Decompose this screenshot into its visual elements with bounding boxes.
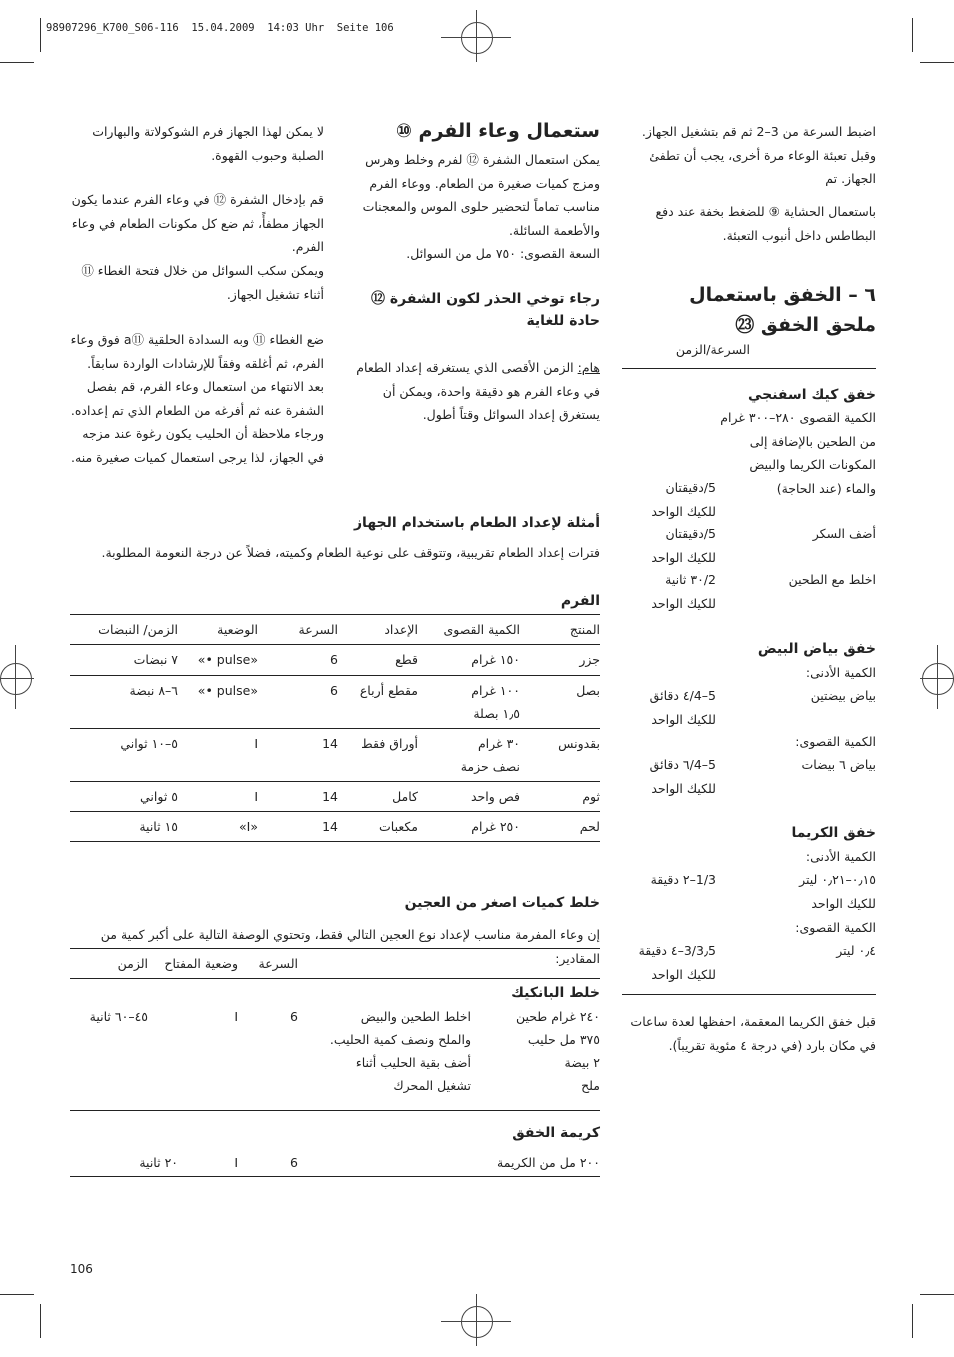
registration-line bbox=[937, 645, 938, 709]
examples-title: أمثلة لإعداد الطعام باستخدام الجهاز bbox=[354, 515, 600, 531]
cream-min-value: 1/3–٢ دقيقة bbox=[650, 872, 716, 887]
left-paragraph-4: ضع الغطاء ⑪ وبه السدادة الحلقية ⑪a فوق وعاء الفرم، ثم أغلقه وفقاً للإرشادات الواردة سابقاً. بعد الانتهاء من استعمال وعاء الفرم، قم بفصل الشفرة عنه ثم أفرغه من الطعام الذي تم إعداده. ورجاء ملاحظة أن الحليب يكون رغوة عند مزجه في الجهاز، لذا يرجى استعمال كميات صغيرة منه. bbox=[70, 332, 324, 465]
left-paragraph-2: قم بإدخال الشفرة ⑫ في وعاء الفرم عندما يكون الجهاز مطفأً، ثم ضع كل مكونات الطعام في وعاء الفرم. bbox=[71, 192, 324, 254]
sponge-value-2: 5/دقيقتان للكيك الواحد bbox=[651, 526, 716, 565]
table-rule bbox=[70, 978, 600, 979]
divider bbox=[622, 368, 876, 369]
egg-min-label: الكمية الأدنى: bbox=[805, 665, 876, 680]
table-row-cell: 14 bbox=[322, 789, 338, 804]
pancake-time: ٤٥–٦٠ ثانية bbox=[89, 1009, 148, 1024]
table-row-cell: ١٠٠ غرام ١٫٥ بصلة bbox=[471, 683, 520, 721]
crop-mark bbox=[912, 1304, 913, 1338]
whipped-speed: 6 bbox=[290, 1155, 298, 1170]
capacity-text: السعة القصوى: ٧٥٠ مل من السوائل. bbox=[406, 246, 600, 261]
table-row-cell: ٣٠ غرام نصف حزمة bbox=[460, 736, 520, 774]
table-row-cell: ٥ ثواني bbox=[140, 789, 178, 804]
table-row-cell: «pulse •» bbox=[197, 652, 258, 667]
sponge-value-1: 5/دقيقتان للكيك الواحد bbox=[651, 480, 716, 519]
page-number: 106 bbox=[70, 1262, 93, 1276]
chopper-paragraph: يمكن استعمال الشفرة ⑫ لفرم وخلط وهرس ومزج كميات صغيرة من الطعام. ووعاء الفرم مناسب تماماً لتحضير حلوى الموس والمعجنات والأطعمة السائلة. bbox=[362, 152, 600, 238]
table-rule bbox=[70, 675, 600, 676]
registration-line bbox=[0, 678, 34, 679]
table-row-cell: ٧ نبضات bbox=[133, 652, 178, 667]
blade-warning-title: رجاء توخي الحذر لكون الشفرة ⑫ حادة للغاية bbox=[371, 291, 600, 329]
egg-min-value: 5–4/٤ دقائق للكيك الواحد bbox=[649, 688, 716, 727]
table-row-cell: قطع bbox=[395, 652, 418, 667]
pancake-switch: I bbox=[234, 1009, 238, 1024]
table-rule bbox=[70, 1176, 600, 1177]
dough-title: خلط كميات اصغر من العجين bbox=[404, 895, 600, 911]
egg-max-label: الكمية القصوى: bbox=[795, 734, 876, 749]
dough-header-speed: السرعة bbox=[258, 956, 298, 971]
table-row-cell: «pulse •» bbox=[197, 683, 258, 698]
table-row-cell: كامل bbox=[392, 789, 418, 804]
left-paragraph-1: لا يمكن لهذا الجهاز فرم الشوكولاتة والبهارات الصلبة وحبوب القهوة. bbox=[92, 124, 324, 163]
sponge-value-3: 2/٣٠ ثانية للكيك الواحد bbox=[651, 572, 716, 611]
pancake-speed: 6 bbox=[290, 1009, 298, 1024]
left-paragraph-3: ويمكن سكب السوائل من خلال فتحة الغطاء ⑪ أثناء تشغيل الجهاز. bbox=[81, 263, 324, 302]
sponge-item-2: أضف السكر bbox=[812, 526, 876, 541]
table-row-cell: ٢٥٠ غرام bbox=[471, 819, 520, 834]
table-row-cell: 6 bbox=[330, 652, 338, 667]
crop-mark bbox=[920, 62, 954, 63]
sponge-item-1: الكمية القصوى ٢٨٠–٣٠٠ غرام من الطحين بالإضافة إلى المكونات الكريما والبيض والماء (عند الحاجة) bbox=[720, 410, 876, 496]
table-row-cell: بصل bbox=[576, 683, 600, 698]
table-row-cell: 6 bbox=[330, 683, 338, 698]
registration-mark bbox=[0, 663, 32, 695]
cream-title: خفق الكريما bbox=[791, 825, 876, 841]
table-row-cell: جزر bbox=[579, 652, 600, 667]
table-row-cell: I bbox=[254, 789, 258, 804]
sponge-item-3: اخلط مع الطحين bbox=[788, 572, 876, 587]
table-row-cell: ١٥٠ غرام bbox=[471, 652, 520, 667]
crop-mark bbox=[920, 1294, 954, 1295]
egg-whites-title: خفق بياض البيض bbox=[757, 641, 876, 657]
registration-line bbox=[476, 1294, 477, 1346]
egg-max-value: 5–4/٦ دقائق للكيك الواحد bbox=[649, 757, 716, 796]
crop-mark bbox=[0, 1294, 34, 1295]
important-label: هام: bbox=[577, 360, 600, 375]
whipped-ingredients: ٢٠٠ مل من الكريمة bbox=[497, 1155, 600, 1170]
col-header-product: المنتج bbox=[569, 622, 600, 637]
right-paragraph-1: اضبط السرعة من 3–2 ثم قم بتشغيل الجهاز. وقبل تعبئة الوعاء مرة أخرى، يجب أن تطفئ الجهاز. تم bbox=[641, 124, 876, 186]
cream-max-item: ٠٫٤ ليتر bbox=[836, 943, 876, 958]
egg-max-item: بياض ٦ بيضات bbox=[801, 757, 876, 772]
table-row-cell: ثوم bbox=[582, 789, 600, 804]
right-paragraph-2: باستعمال الحشاية ⑨ للضغط بخفة عند دفع البطاطس داخل أنبوب التعبئة. bbox=[655, 204, 876, 243]
table-rule bbox=[70, 644, 600, 645]
crop-mark bbox=[40, 1304, 41, 1338]
col-header-speed: السرعة bbox=[298, 622, 338, 637]
registration-line bbox=[15, 645, 16, 709]
dough-header-switch: وضعية المفتاح bbox=[164, 956, 238, 971]
col-header-time: الزمن/ النبضات bbox=[98, 622, 178, 637]
registration-mark bbox=[461, 1306, 493, 1338]
table-row-cell: بقدونس bbox=[558, 736, 600, 751]
chopping-title: الفرم bbox=[560, 593, 600, 609]
registration-line bbox=[476, 10, 477, 62]
table-row-cell: ١٥ ثانية bbox=[139, 819, 178, 834]
crop-mark bbox=[40, 18, 41, 52]
pancake-title: خلط البانكيك bbox=[511, 985, 600, 1001]
cream-max-value: 3/3٫5–٤ دقيقة للكيك الواحد bbox=[638, 943, 716, 982]
dough-intro: إن وعاء المفرمة مناسب لإعداد نوع العجين التالي فقط، وتحتوي الوصفة التالية على أكبر كمية من المقادير: bbox=[100, 927, 600, 966]
table-rule bbox=[70, 781, 600, 782]
table-row-cell: لحم bbox=[579, 819, 600, 834]
table-row-cell: ٦–٨ نبضة bbox=[129, 683, 178, 698]
table-row-cell: ٥–١٠ ثواني bbox=[120, 736, 178, 751]
sponge-title: خفق كيك اسفنجي bbox=[747, 387, 876, 403]
cream-min-item: ٠٫١٥–٠٫٢١ ليتر للكيك الواحد bbox=[799, 872, 876, 911]
cream-max-label: الكمية القصوى: bbox=[795, 920, 876, 935]
table-row-cell: مقطع أرباع bbox=[359, 683, 418, 698]
table-row-cell: أوراق فقط bbox=[361, 736, 418, 751]
table-row-cell: «I» bbox=[239, 819, 258, 834]
table-rule bbox=[70, 841, 600, 842]
whisk-section-title: ٦ – الخفق باستعمال ملحق الخفق ㉓ bbox=[689, 284, 876, 336]
registration-mark bbox=[461, 22, 493, 54]
important-text: الزمن الأقصى الذي يستغرقه إعداد الطعام في وعاء الفرم هو دقيقة واحدة، ويمكن أن يستغرق إعداد السوائل وقتاً أطول. bbox=[356, 360, 600, 422]
crop-mark bbox=[0, 62, 34, 63]
pancake-steps: اخلط الطحين والبيض والملح ونصف كمية الحليب. أضف بقية الحليب أثناء تشغيل المحرك bbox=[329, 1009, 471, 1093]
registration-mark bbox=[922, 663, 954, 695]
whipped-cream-title: كريمة الخفق bbox=[512, 1125, 600, 1141]
cream-note: قبل خفق الكريما المعقمة، احفظها لعدة ساعات في مكان بارد (في درجة ٤ مئوية تقريباً). bbox=[630, 1014, 876, 1053]
table-row-cell: فص واحد bbox=[470, 789, 520, 804]
whipped-time: ٢٠ ثانية bbox=[139, 1155, 178, 1170]
divider bbox=[622, 994, 876, 995]
table-rule bbox=[70, 614, 600, 615]
table-rule bbox=[70, 948, 600, 949]
table-row-cell: مكعبات bbox=[379, 819, 418, 834]
egg-min-item: بياض بيضتين bbox=[810, 688, 876, 703]
crop-mark bbox=[912, 18, 913, 52]
important-note bbox=[346, 356, 600, 427]
cream-min-label: الكمية الأدنى: bbox=[805, 849, 876, 864]
table-rule bbox=[70, 1110, 600, 1111]
print-header: 98907296_K700_S06-116 15.04.2009 14:03 Uhr Seite 106 bbox=[46, 22, 394, 34]
table-rule bbox=[70, 811, 600, 812]
col-header-position: الوضعية bbox=[217, 622, 258, 637]
table-row-cell: I bbox=[254, 736, 258, 751]
dough-header-time: الزمن bbox=[117, 956, 148, 971]
table-row-cell: 14 bbox=[322, 819, 338, 834]
examples-intro: فترات إعداد الطعام تقريبية، وتتوقف على نوعية الطعام وكميته، فضلاً عن درجة النعومة المطلوبة. bbox=[101, 545, 600, 560]
chopper-title: ستعمال وعاء الفرم ⑩ bbox=[395, 120, 600, 142]
col-header-max-qty: الكمية القصوى bbox=[443, 622, 520, 637]
whipped-switch: I bbox=[234, 1155, 238, 1170]
speed-time-header: السرعة/الزمن bbox=[675, 342, 750, 357]
pancake-ingredients: ٢٤٠ غرام طحين ٣٧٥ مل حليب ٢ بيضة ملح bbox=[515, 1009, 600, 1093]
table-row-cell: 14 bbox=[322, 736, 338, 751]
table-rule bbox=[70, 728, 600, 729]
col-header-prep: الإعداد bbox=[384, 622, 418, 637]
